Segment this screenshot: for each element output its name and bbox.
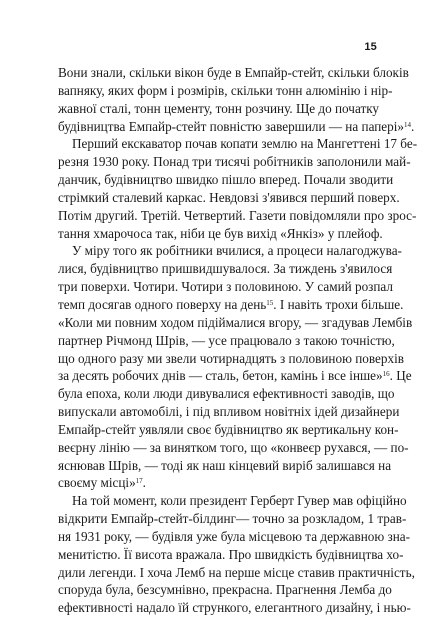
text-line (58, 260, 393, 278)
line-text: У міру того як робітники вчилися, а процеси налагоджува- (72, 243, 402, 259)
line-text: випускали автомобілі, і під впливом новітніх ідей дизайнери (58, 404, 400, 420)
line-text: що одного разу ми звели чотирнадцять з половиною поверхів (58, 350, 404, 366)
text-line (58, 207, 417, 225)
footnote-marker: 15 (266, 298, 274, 307)
line-text: три поверхи. Чотири. Чотири з половиною. У самий розпал (58, 279, 393, 295)
text-line (58, 385, 395, 403)
line-text-after-footnote: . (411, 118, 415, 134)
footnote-marker: 14 (404, 120, 412, 129)
line-text: Вони знали, скільки вікон буде в Емпайр-стейт, скільки блоків (58, 65, 409, 80)
line-text: темп досягав одного поверху на день (58, 296, 267, 312)
text-line (58, 82, 393, 100)
line-text: Емпайр-стейт уявляли своє будівництво як вертикальну кон- (58, 421, 399, 437)
line-text: партнер Річмонд Шрів, — усе працювало з такою точністю, (58, 332, 395, 348)
page-number: 15 (364, 41, 377, 53)
line-text: жавної сталі, тонн цементу, тонн розчину. Ще до початку (58, 100, 380, 116)
text-line (58, 421, 399, 439)
footnote-marker: 16 (382, 370, 390, 379)
line-text: за десять робочих днів — сталь, бетон, камінь і все інше» (58, 368, 383, 384)
text-line (58, 350, 404, 368)
line-text: була епоха, коли люди дивувалися ефективності заводів, що (58, 386, 395, 402)
text-line (58, 64, 409, 82)
paragraph (58, 135, 418, 242)
line-text-after-footnote: . І навіть трохи більше. (273, 296, 404, 312)
text-line (58, 564, 415, 582)
text-line (58, 278, 393, 296)
line-text-after-footnote: . (142, 475, 146, 491)
text-line (58, 100, 380, 118)
text-line (58, 367, 412, 385)
line-text: менитістю. Її висота вражала. Про швидкість будівництва хо- (58, 546, 404, 562)
text-line (58, 171, 394, 189)
line-text: резня 1930 року. Понад три тисячі робітників заполонили май- (58, 154, 411, 170)
paragraph (58, 242, 413, 492)
line-text: ефективності надало їй стрункого, елегантного дизайну, і нью- (58, 600, 411, 616)
line-text: лися, будівництво пришвидшувалося. За тиждень з'явилося (58, 261, 393, 277)
line-text: яснював Шрів, — тоді як наш кінцевий виріб залишався на (58, 457, 392, 473)
text-line (58, 314, 413, 332)
text-line (58, 474, 376, 492)
footnote-marker: 17 (135, 477, 143, 486)
text-line (58, 135, 418, 153)
text-line (58, 153, 411, 171)
line-text: тання хмарочоса так, ніби це був вихід «Янкіз» у плейоф. (58, 225, 383, 241)
line-text: вапняку, яких форм і розмірів, скільки тонн алюмінію і нір- (58, 82, 393, 98)
line-text: відкрити Емпайр-стейт-білдинг— точно за розкладом, 1 трав- (58, 511, 407, 527)
line-text: дили легенди. І хоча Лемб на перше місце ставив практичність, (58, 564, 415, 580)
text-line (58, 118, 415, 136)
text-line (58, 546, 404, 564)
line-text: Перший екскаватор почав копати землю на Мангеттені 17 бе- (72, 136, 418, 152)
line-text: данчик, будівництво швидко пішло вперед. Почали зводити (58, 172, 394, 188)
text-line (58, 492, 407, 510)
line-text: ня 1931 року, — будівля уже була місцевою та державною зна- (58, 528, 411, 544)
paragraph (58, 492, 415, 617)
line-text-after-footnote: . Це (389, 368, 412, 384)
line-text: своєму місці» (58, 475, 136, 491)
text-line (58, 528, 411, 546)
text-line (58, 296, 404, 314)
body-text (58, 64, 418, 617)
line-text: Потім другий. Третій. Четвертий. Газети повідомляли про зрос- (58, 207, 417, 223)
text-line (58, 242, 402, 260)
text-line (58, 510, 407, 528)
line-text: На той момент, коли президент Герберт Гувер мав офіційно (72, 493, 407, 509)
text-line (58, 189, 400, 207)
paragraph (58, 64, 415, 135)
line-text: стрімкий сталевий каркас. Невдовзі з'явився перший поверх. (58, 189, 400, 205)
line-text: веєрну лінію — за винятком того, що «конвеєр рухався, — по- (58, 439, 409, 455)
text-line (58, 581, 392, 599)
text-line (58, 225, 383, 243)
text-line (58, 403, 400, 421)
line-text: будівництва Емпайр-стейт повністю завершили — на папері» (58, 118, 405, 134)
line-text: «Коли ми повним ходом підіймалися вгору, — згадував Лембів (58, 314, 413, 330)
text-line (58, 599, 411, 617)
line-text: споруда була, безсумнівно, прекрасна. Прагнення Лемба до (58, 582, 392, 598)
text-line (58, 439, 409, 457)
text-line (58, 457, 392, 475)
text-line (58, 332, 395, 350)
